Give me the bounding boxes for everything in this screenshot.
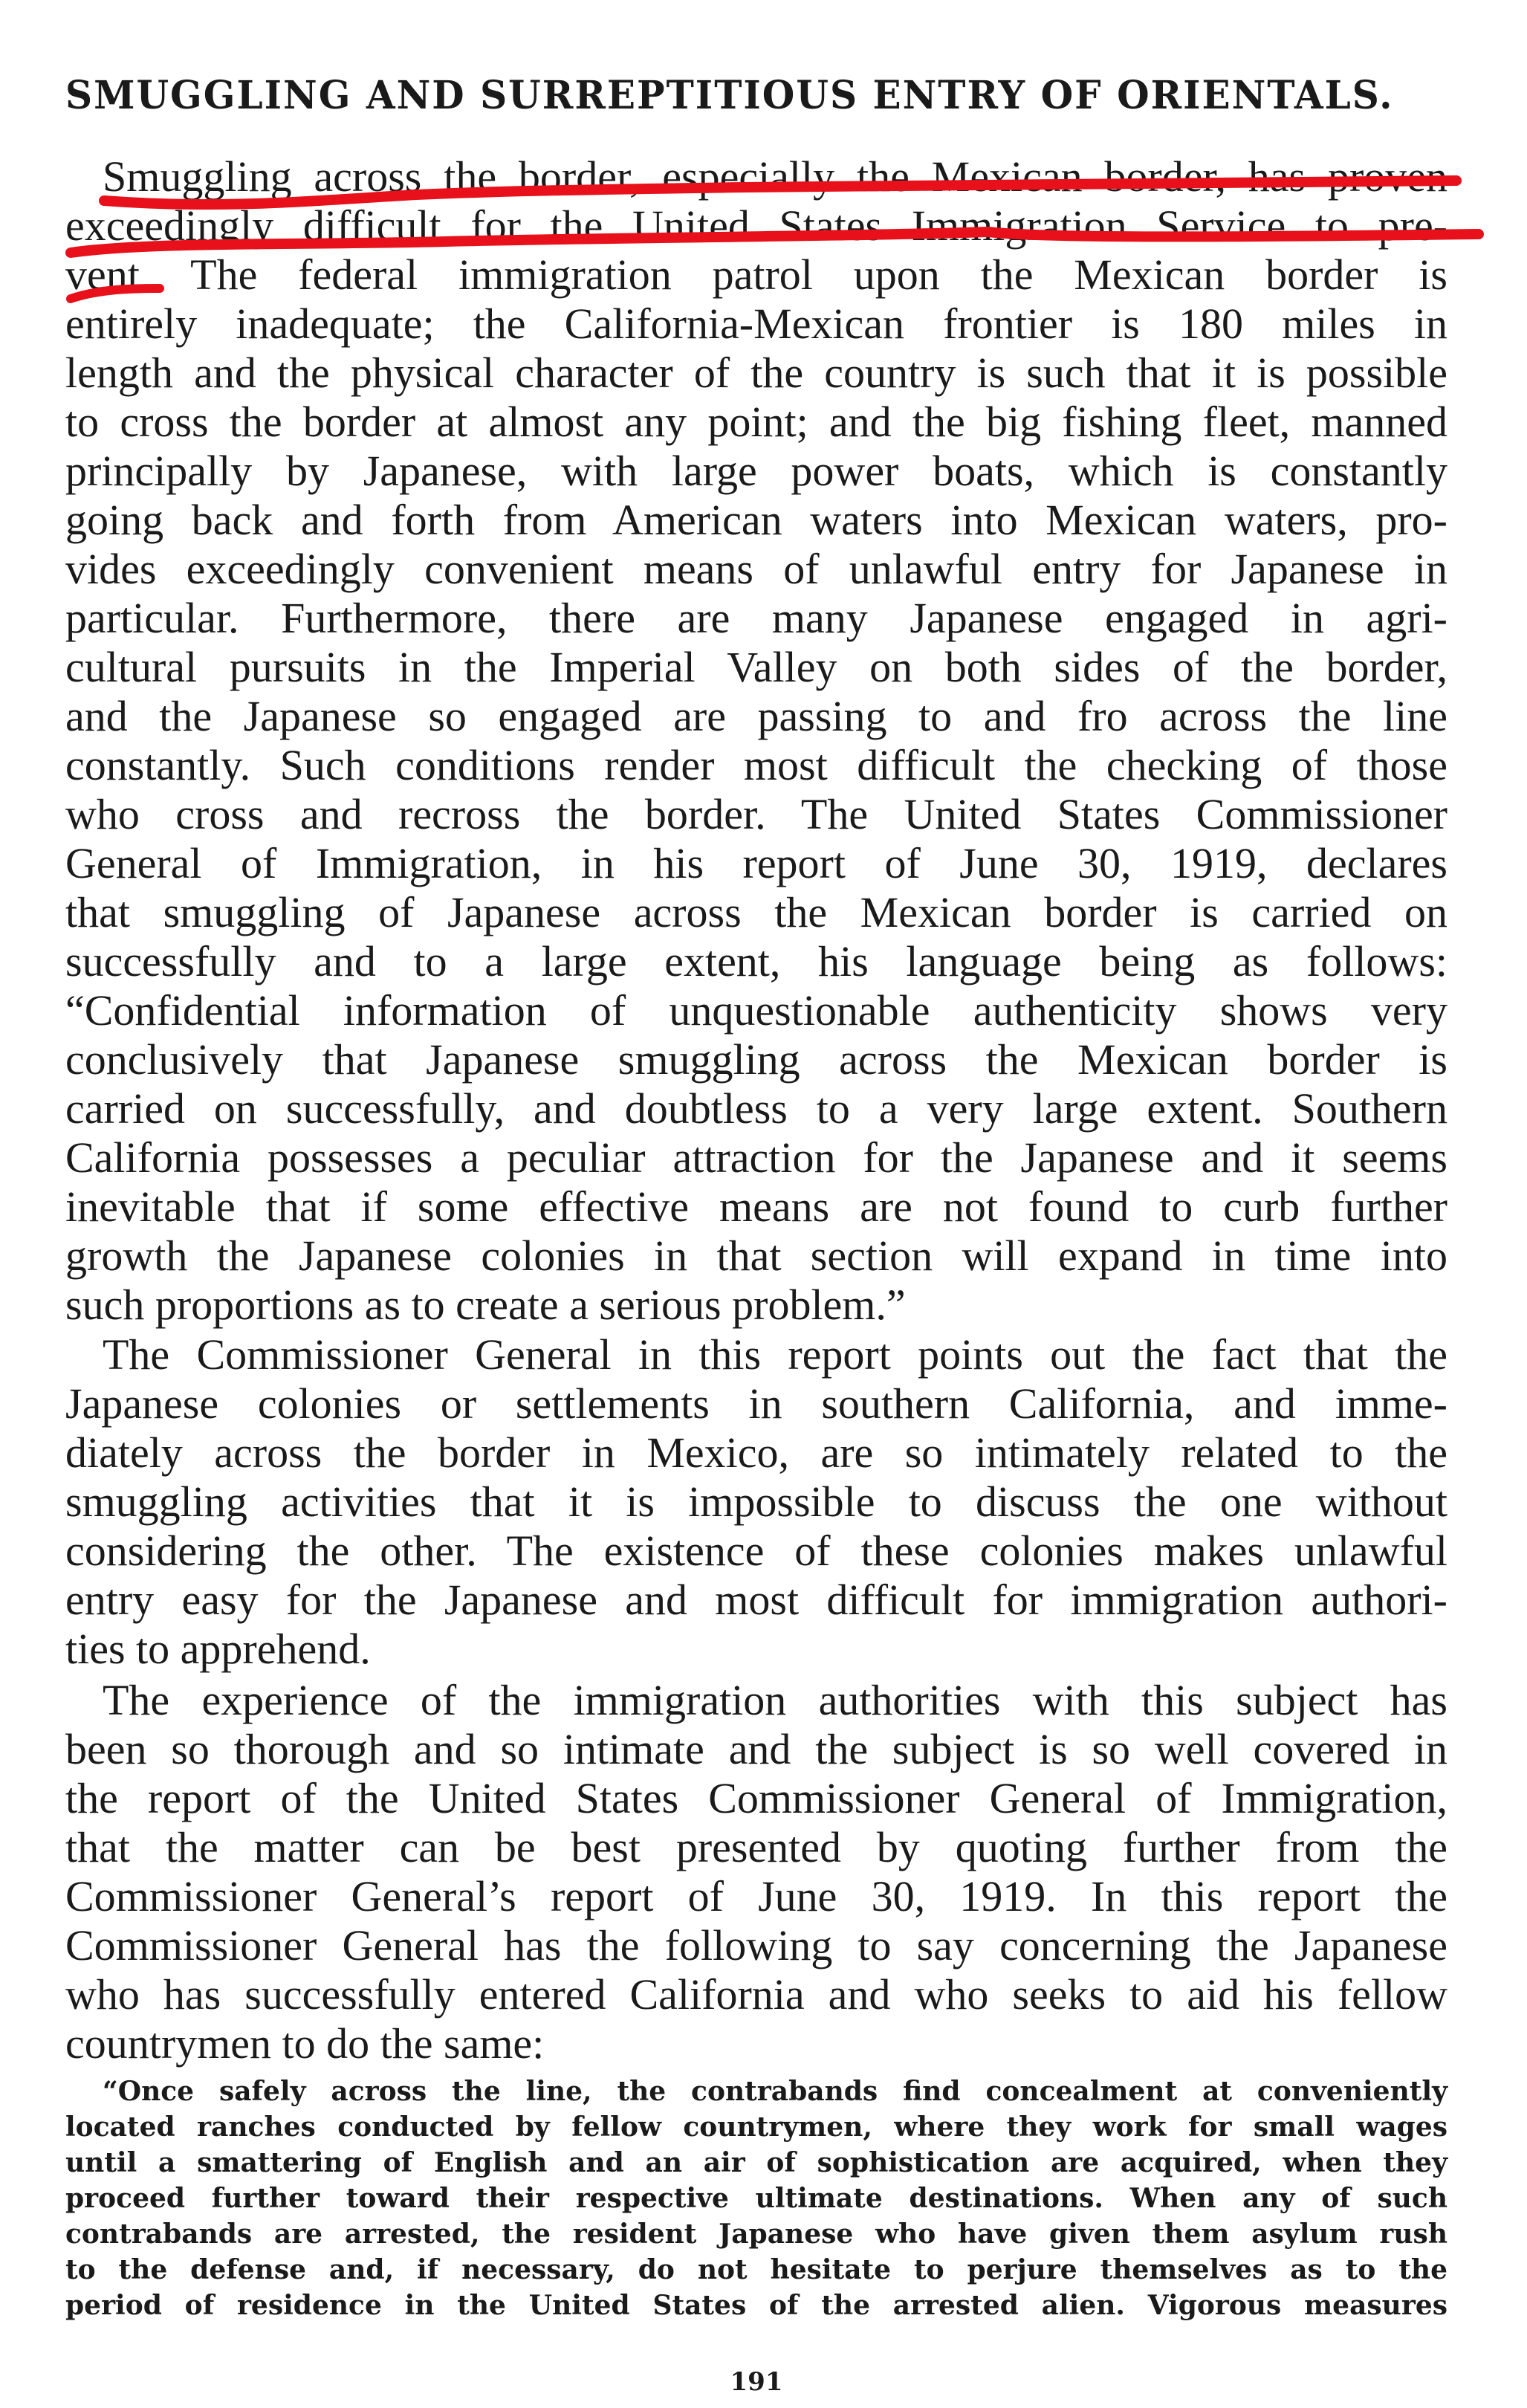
block-quote (65, 2074, 1447, 2323)
text-line: and the Japanese so engaged are passing to and fro across the line (65, 692, 1447, 740)
text-line: growth the Japanese colonies in that section will expand in time into (65, 1231, 1447, 1280)
text-line: General of Immigration, in his report of June 30, 1919, declares (65, 839, 1447, 887)
paragraph-2 (65, 1330, 1447, 1674)
text-line: successfully and to a large extent, his language being as follows: (65, 937, 1447, 985)
text-line: who has successfully entered California and who seeks to aid his fellow (65, 1970, 1447, 2019)
quote-line: located ranches conducted by fellow countrymen, where they work for small wages (65, 2111, 1447, 2143)
text-line: such proportions as to create a serious problem.” (65, 1281, 906, 1329)
text-line: exceedingly difficult for the United States Immigration Service to pre- (65, 201, 1447, 250)
text-line: vides exceedingly convenient means of unlawful entry for Japanese in (65, 545, 1447, 593)
text-line: entirely inadequate; the California-Mexican frontier is 180 miles in (65, 300, 1447, 348)
text-line: principally by Japanese, with large power boats, which is constantly (65, 447, 1447, 495)
text-line: The experience of the immigration authorities with this subject has (103, 1676, 1447, 1724)
paragraph-1 (65, 152, 1447, 1330)
paragraph-3 (65, 1676, 1447, 2068)
text-line: Smuggling across the border, especially the Mexican border, has proven (103, 152, 1447, 201)
text-line: the report of the United States Commissioner General of Immigration, (65, 1774, 1447, 1822)
section-title: SMUGGLING AND SURREPTITIOUS ENTRY OF ORIENTALS. (65, 71, 1394, 118)
quote-line: “Once safely across the line, the contrabands find concealment at conveniently (103, 2076, 1447, 2107)
text-line: Commissioner General has the following to say concerning the Japanese (65, 1921, 1447, 1970)
quote-line: proceed further toward their respective ultimate destinations. When any of such (65, 2183, 1447, 2214)
text-line: length and the physical character of the country is such that it is possible (65, 349, 1447, 397)
text-line: particular. Furthermore, there are many Japanese engaged in agri- (65, 594, 1447, 642)
quote-line: period of residence in the United States of the arrested alien. Vigorous measures (65, 2290, 1447, 2321)
text-line: diately across the border in Mexico, are so intimately related to the (65, 1428, 1447, 1477)
text-line: going back and forth from American waters into Mexican waters, pro- (65, 496, 1447, 544)
text-line: entry easy for the Japanese and most difficult for immigration authori- (65, 1576, 1447, 1624)
text-line: been so thorough and so intimate and the subject is so well covered in (65, 1725, 1447, 1773)
text-line: California possesses a peculiar attraction for the Japanese and it seems (65, 1133, 1447, 1182)
text-line: The Commissioner General in this report points out the fact that the (103, 1330, 1447, 1379)
text-line: “Confidential information of unquestionable authenticity shows very (65, 986, 1447, 1035)
text-line: inevitable that if some effective means are not found to curb further (65, 1182, 1447, 1231)
text-line: Commissioner General’s report of June 30, 1919. In this report the (65, 1872, 1447, 1920)
text-line: who cross and recross the border. The United States Commissioner (65, 790, 1447, 838)
text-line: considering the other. The existence of these colonies makes unlawful (65, 1527, 1447, 1575)
text-line: smuggling activities that it is impossible to discuss the one without (65, 1478, 1447, 1526)
text-line: ties to apprehend. (65, 1625, 371, 1673)
text-line: countrymen to do the same: (65, 2019, 545, 2068)
quote-line: contrabands are arrested, the resident Japanese who have given them asylum rush (65, 2218, 1447, 2250)
text-line: that smuggling of Japanese across the Mexican border is carried on (65, 888, 1447, 936)
page-number: 191 (730, 2367, 783, 2397)
text-line: conclusively that Japanese smuggling across the Mexican border is (65, 1035, 1447, 1084)
text-line: carried on successfully, and doubtless to a very large extent. Southern (65, 1084, 1447, 1133)
text-line: constantly. Such conditions render most difficult the checking of those (65, 741, 1447, 789)
text-line: to cross the border at almost any point; and the big fishing fleet, manned (65, 398, 1447, 446)
text-line: Japanese colonies or settlements in southern California, and imme- (65, 1379, 1447, 1428)
text-line: that the matter can be best presented by quoting further from the (65, 1823, 1447, 1871)
text-line: cultural pursuits in the Imperial Valley on both sides of the border, (65, 643, 1447, 691)
text-line: vent. The federal immigration patrol upon the Mexican border is (65, 250, 1447, 299)
quote-line: until a smattering of English and an air of sophistication are acquired, when they (65, 2147, 1447, 2178)
quote-line: to the defense and, if necessary, do not hesitate to perjure themselves as to the (65, 2254, 1447, 2285)
